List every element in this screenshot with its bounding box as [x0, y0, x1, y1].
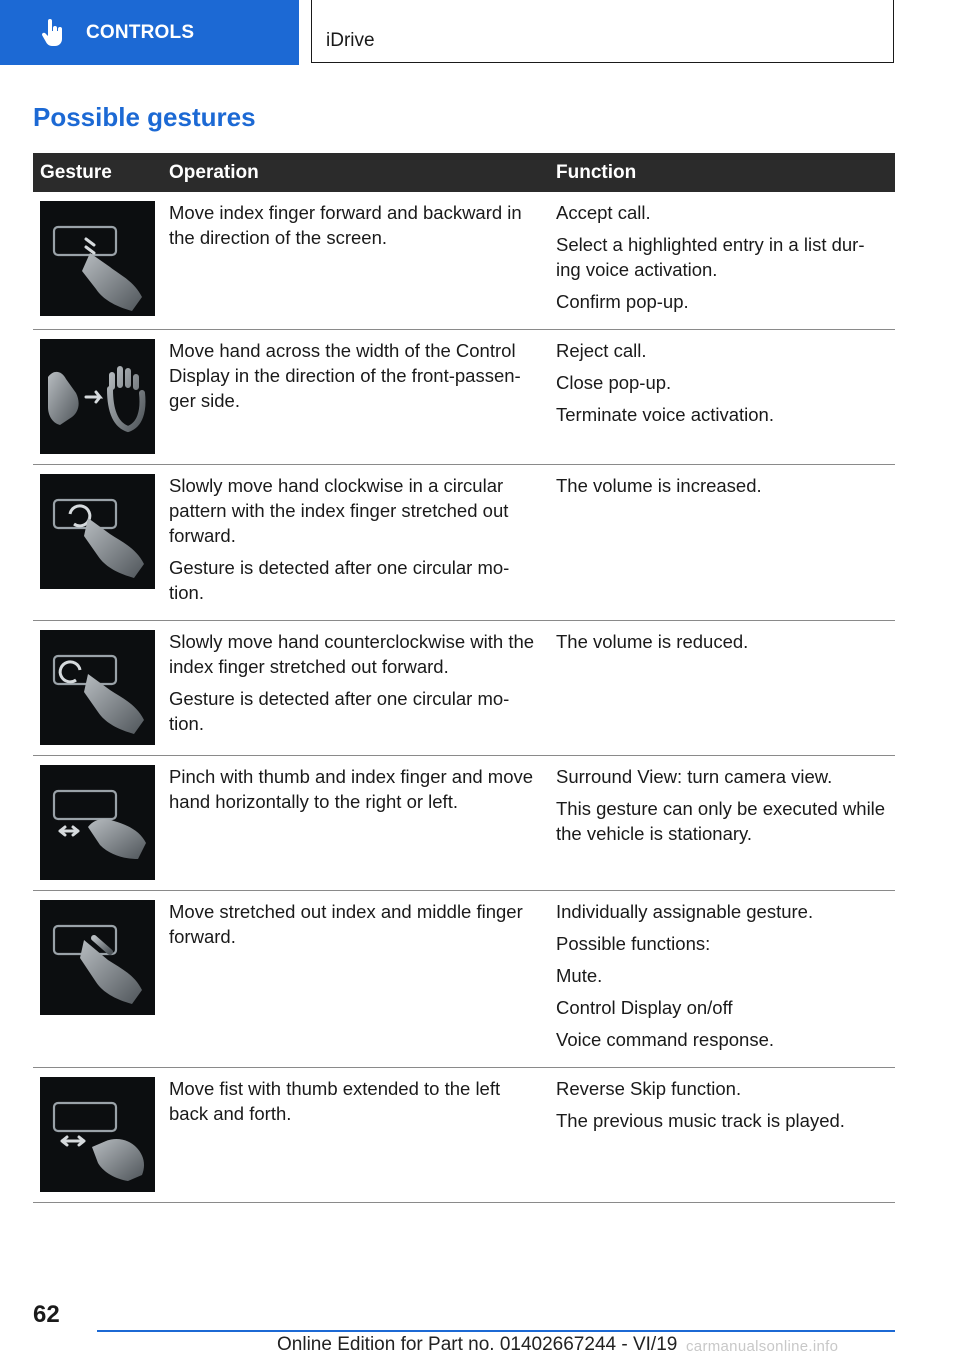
function-text: Surround View: turn camera view. [556, 766, 833, 787]
table-row [33, 330, 895, 465]
function-text: Voice command response. [556, 1029, 775, 1050]
function-text: Mute. [556, 965, 603, 986]
thumb-back-forth-icon [40, 1077, 155, 1192]
circle-counterclockwise-icon [40, 630, 155, 745]
function-cell [549, 621, 895, 756]
table-row [33, 1068, 895, 1203]
footer-divider [97, 1330, 895, 1332]
table-row [33, 891, 895, 1068]
page-title: Possible gestures [33, 102, 256, 132]
edition-text: Online Edition for Part no. 01402667244 - VI/19 [277, 1334, 678, 1355]
gesture-cell [33, 192, 162, 330]
operation-text: Move hand across the width of the Control Display in the direction of the front-passen-ger side. [169, 340, 521, 411]
page-number: 62 [33, 1301, 60, 1328]
function-cell [549, 330, 895, 465]
operation-cell [162, 465, 549, 621]
gesture-cell [33, 1068, 162, 1203]
circle-clockwise-icon [40, 474, 155, 589]
gesture-cell [33, 330, 162, 465]
operation-text: Move stretched out index and middle finger forward. [169, 901, 523, 947]
section-label: CONTROLS [86, 21, 195, 43]
function-cell [549, 891, 895, 1068]
function-text: Confirm pop-up. [556, 291, 689, 312]
operation-cell [162, 891, 549, 1068]
function-cell [549, 192, 895, 330]
function-text: The previous music track is played. [556, 1110, 845, 1131]
function-text: This gesture can only be executed while the vehicle is stationary. [556, 798, 886, 844]
function-cell [549, 1068, 895, 1203]
function-text: Control Display on/off [556, 997, 733, 1018]
table-row [33, 756, 895, 891]
chapter-label: iDrive [326, 30, 375, 51]
function-text: Close pop-up. [556, 372, 672, 393]
pinch-move-icon [40, 765, 155, 880]
function-text: Accept call. [556, 202, 651, 223]
operation-text: Move fist with thumb extended to the left back and forth. [169, 1078, 501, 1124]
watermark: carmanualsonline.info [686, 1338, 839, 1355]
function-cell [549, 756, 895, 891]
table-row [33, 621, 895, 756]
table-row [33, 465, 895, 621]
function-text: Individually assignable gesture. [556, 901, 814, 922]
function-cell [549, 465, 895, 621]
operation-text: Pinch with thumb and index finger and move hand horizontally to the right or left. [169, 766, 534, 812]
operation-cell [162, 330, 549, 465]
operation-text: Move index finger forward and backward in the direction of the screen. [169, 202, 522, 248]
column-header-operation: Operation [162, 153, 549, 192]
gesture-cell [33, 891, 162, 1068]
function-text: Select a highlighted entry in a list dur-ing voice activation. [556, 234, 865, 280]
operation-cell [162, 621, 549, 756]
function-text: Possible functions: [556, 933, 711, 954]
operation-text: Slowly move hand counterclockwise with the index finger stretched out forward. [169, 631, 535, 677]
operation-cell [162, 192, 549, 330]
index-finger-forward-icon [40, 201, 155, 316]
operation-cell [162, 1068, 549, 1203]
column-header-gesture: Gesture [33, 153, 162, 192]
operation-text: Slowly move hand clockwise in a circular pattern with the index finger stretched out forward. [169, 475, 509, 546]
gesture-cell [33, 756, 162, 891]
chapter-tab [311, 0, 894, 63]
function-text: Terminate voice activation. [556, 404, 774, 425]
function-text: Reject call. [556, 340, 647, 361]
table-header-row [33, 153, 895, 192]
hand-pointer-icon [40, 19, 66, 47]
two-finger-forward-icon [40, 900, 155, 1015]
operation-cell [162, 756, 549, 891]
operation-text: Gesture is detected after one circular mo-tion. [169, 688, 510, 734]
hand-swipe-icon [40, 339, 155, 454]
gesture-table [33, 153, 895, 1203]
gesture-cell [33, 621, 162, 756]
section-tab-controls[interactable] [0, 0, 299, 65]
operation-text: Gesture is detected after one circular mo-tion. [169, 557, 510, 603]
function-text: The volume is reduced. [556, 631, 749, 652]
function-text: The volume is increased. [556, 475, 762, 496]
column-header-function: Function [549, 153, 895, 192]
function-text: Reverse Skip function. [556, 1078, 742, 1099]
gesture-cell [33, 465, 162, 621]
table-row [33, 192, 895, 330]
